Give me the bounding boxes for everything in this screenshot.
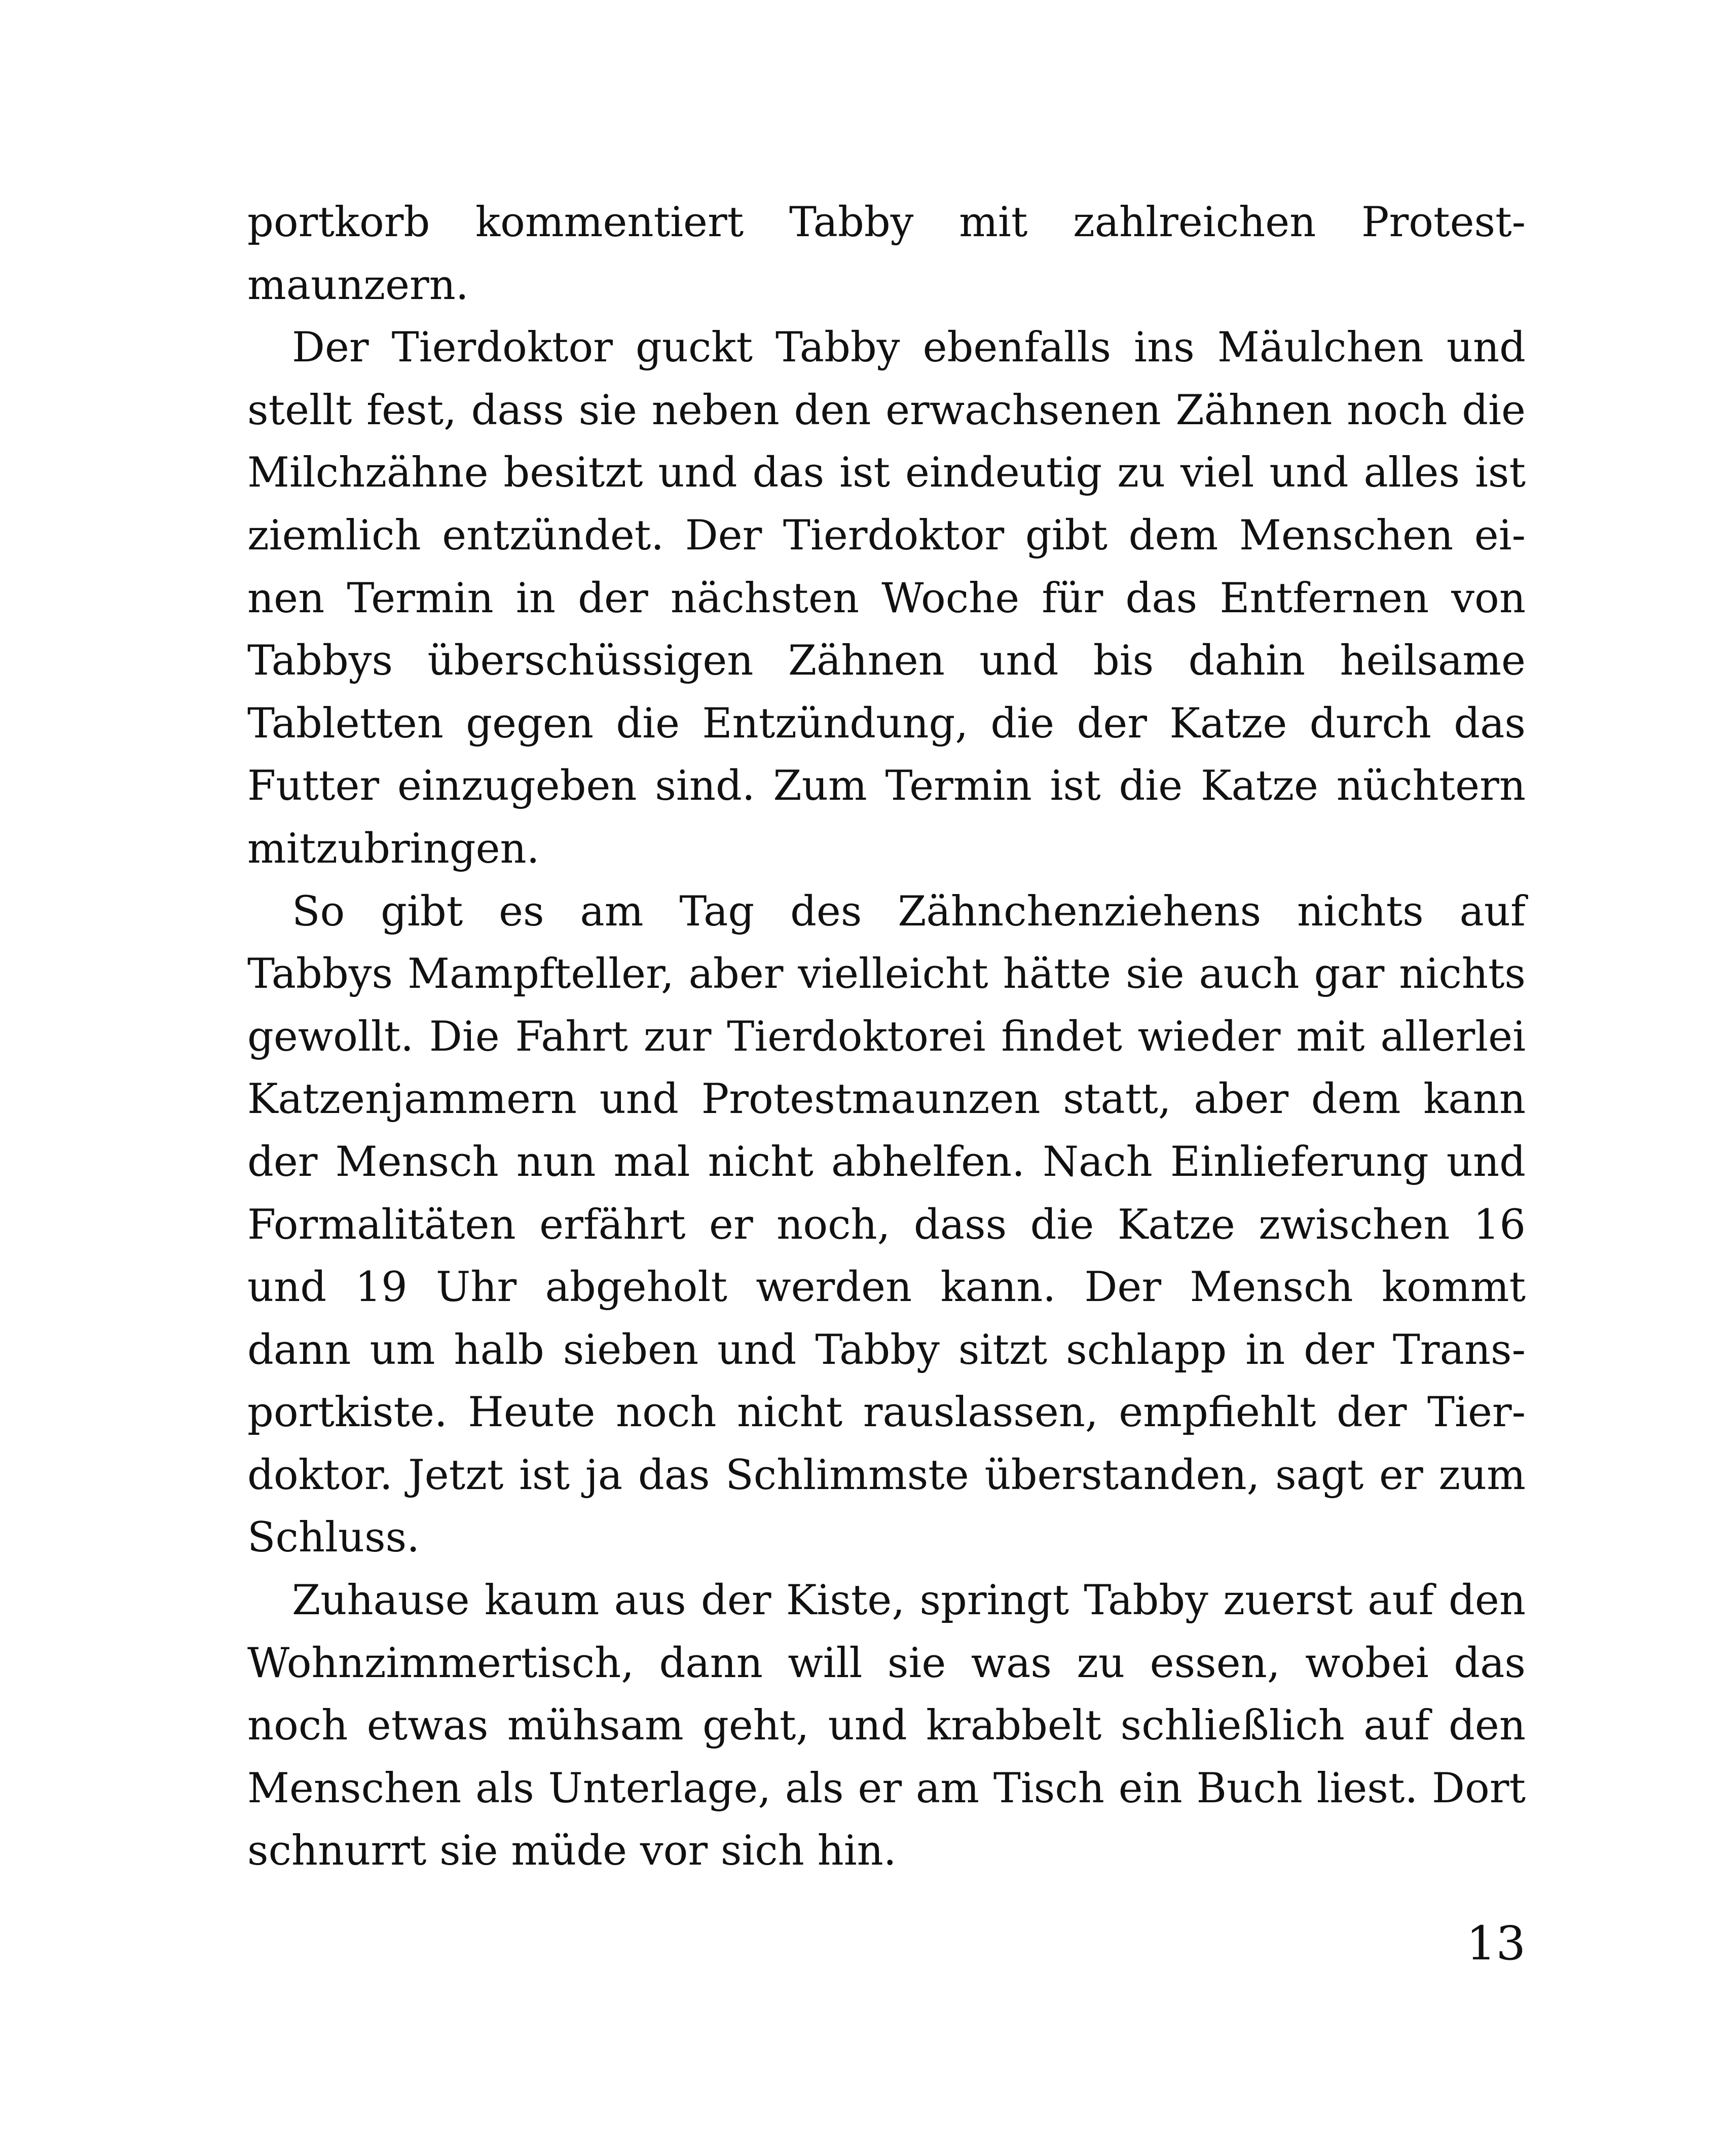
text-line: Menschen als Unterlage, als er am Tisch ein Buch liest. Dort bbox=[247, 1764, 1526, 1812]
text-line: der Mensch nun mal nicht abhelfen. Nach Einlieferung und bbox=[247, 1138, 1526, 1186]
body-text bbox=[247, 192, 1526, 1883]
text-line: ziemlich entzündet. Der Tierdoktor gibt dem Menschen ei- bbox=[247, 511, 1526, 560]
page-number: 13 bbox=[1466, 1916, 1526, 1971]
text-line: maunzern. bbox=[247, 261, 469, 309]
text-line: Tabbys überschüssigen Zähnen und bis dahin heilsame bbox=[247, 637, 1526, 685]
paragraph bbox=[247, 317, 1526, 880]
text-line: Futter einzugeben sind. Zum Termin ist die Katze nüchtern bbox=[247, 762, 1526, 810]
text-line: und 19 Uhr abgeholt werden kann. Der Mensch kommt bbox=[247, 1264, 1526, 1312]
text-line: schnurrt sie müde vor sich hin. bbox=[247, 1827, 897, 1875]
text-line: So gibt es am Tag des Zähnchenziehens nichts auf bbox=[292, 887, 1526, 936]
text-line: Schluss. bbox=[247, 1514, 420, 1562]
text-line: dann um halb sieben und Tabby sitzt schlapp in der Trans- bbox=[247, 1326, 1526, 1374]
text-line: Formalitäten erfährt er noch, dass die Katze zwischen 16 bbox=[247, 1201, 1526, 1249]
text-line: portkorb kommentiert Tabby mit zahlreichen Protest- bbox=[247, 199, 1526, 246]
text-line: Zuhause kaum aus der Kiste, springt Tabby zuerst auf den bbox=[292, 1577, 1526, 1625]
paragraph bbox=[247, 881, 1526, 1570]
text-line: Wohnzimmertisch, dann will sie was zu essen, wobei das bbox=[247, 1639, 1526, 1687]
text-line: Katzenjammern und Protestmaunzen statt, aber dem kann bbox=[247, 1075, 1526, 1124]
text-line: Milchzähne besitzt und das ist eindeutig zu viel und alles ist bbox=[247, 449, 1526, 497]
text-line: nen Termin in der nächsten Woche für das Entfernen von bbox=[247, 574, 1526, 622]
text-line: mitzubringen. bbox=[247, 825, 540, 873]
text-line: stellt fest, dass sie neben den erwachsenen Zähnen noch die bbox=[247, 386, 1526, 434]
text-line: doktor. Jetzt ist ja das Schlimmste überstanden, sagt er zum bbox=[247, 1451, 1526, 1499]
text-line: gewollt. Die Fahrt zur Tierdoktorei findet wieder mit allerlei bbox=[247, 1013, 1526, 1061]
text-line: Der Tierdoktor guckt Tabby ebenfalls ins Mäulchen und bbox=[292, 324, 1526, 372]
text-line: noch etwas mühsam geht, und krabbelt schließlich auf den bbox=[247, 1702, 1526, 1750]
paragraph bbox=[247, 192, 1526, 317]
text-line: portkiste. Heute noch nicht rauslassen, empfiehlt der Tier- bbox=[247, 1389, 1526, 1437]
text-line: Tabbys Mampfteller, aber vielleicht hätte sie auch gar nichts bbox=[247, 950, 1526, 998]
paragraph bbox=[247, 1570, 1526, 1883]
text-line: Tabletten gegen die Entzündung, die der Katze durch das bbox=[247, 699, 1526, 748]
